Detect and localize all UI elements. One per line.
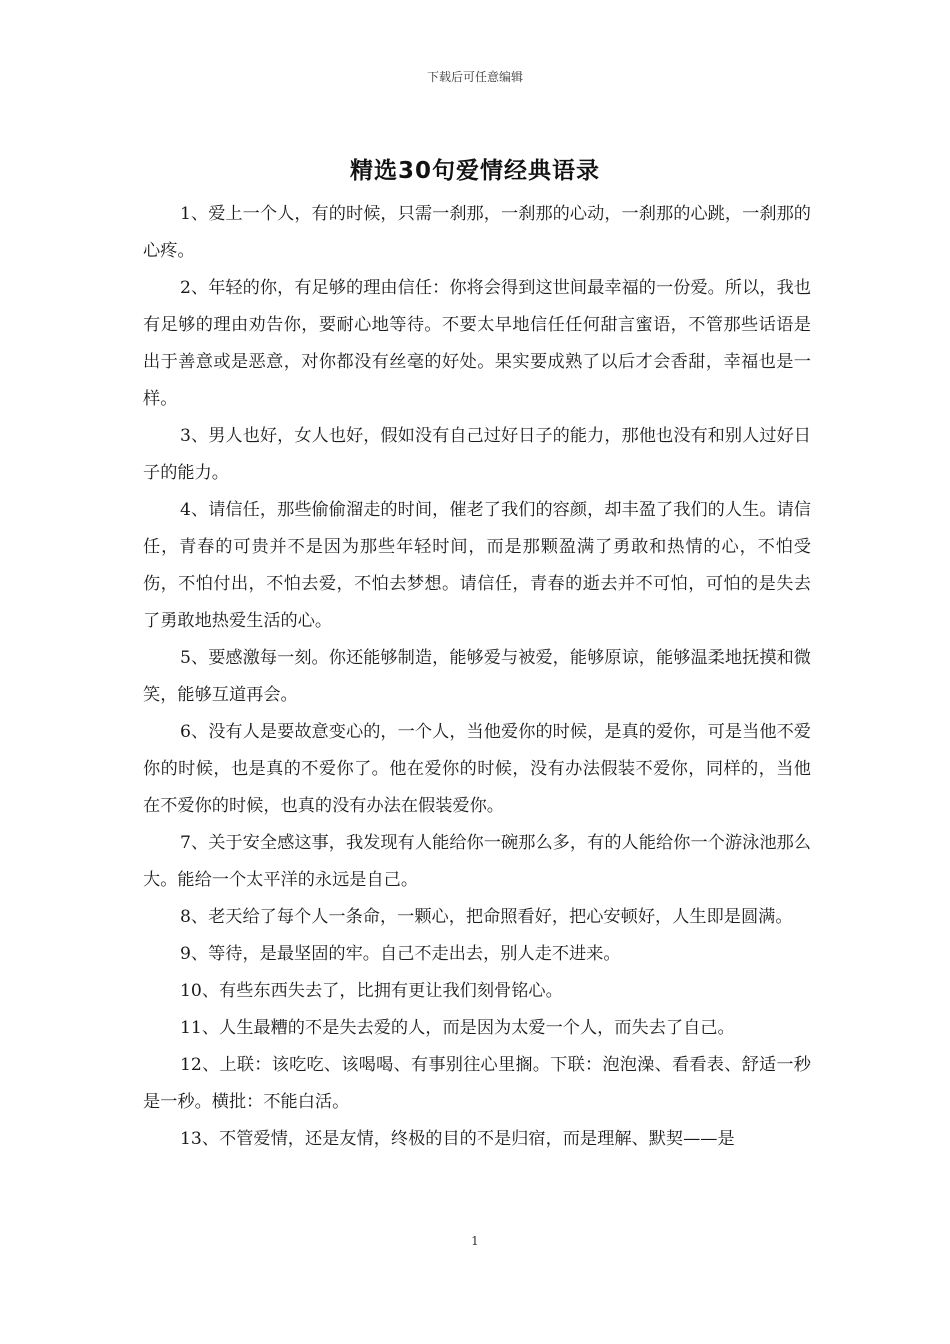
quote-paragraph-3: 3、男人也好，女人也好，假如没有自己过好日子的能力，那他也没有和别人过好日子的能力。: [143, 426, 811, 483]
quote-paragraph-10: 10、有些东西失去了，比拥有更让我们刻骨铭心。: [180, 981, 563, 1001]
quote-paragraph-7: 7、关于安全感这事，我发现有人能给你一碗那么多，有的人能给你一个游泳池那么大。能给一个太平洋的永远是自己。: [143, 833, 811, 890]
header-note: 下载后可任意编辑: [426, 70, 523, 84]
quote-paragraph-5: 5、要感激每一刻。你还能够制造，能够爱与被爱，能够原谅，能够温柔地抚摸和微笑，能够互道再会。: [143, 648, 811, 705]
quote-paragraph-6: 6、没有人是要故意变心的，一个人，当他爱你的时候，是真的爱你，可是当他不爱你的时候，也是真的不爱你了。他在爱你的时候，没有办法假装不爱你，同样的，当他在不爱你的时候，也真的没有办法在假装爱你。: [143, 722, 811, 816]
document-body: [143, 196, 811, 1158]
quote-paragraph-1: 1、爱上一个人，有的时候，只需一刹那，一刹那的心动，一刹那的心跳，一刹那的心疼。: [143, 204, 811, 261]
quote-paragraph-9: 9、等待，是最坚固的牢。自己不走出去，别人走不进来。: [180, 944, 621, 964]
quote-paragraph-4: 4、请信任，那些偷偷溜走的时间，催老了我们的容颜，却丰盈了我们的人生。请信任，青春的可贵并不是因为那些年轻时间，而是那颗盈满了勇敢和热情的心，不怕受伤，不怕付出，不怕去爱，不怕去梦想。请信任，青春的逝去并不可怕，可怕的是失去了勇敢地热爱生活的心。: [143, 500, 811, 631]
document-title: 精选30句爱情经典语录: [349, 158, 600, 184]
quote-paragraph-13: 13、不管爱情，还是友情，终极的目的不是归宿，而是理解、默契——是: [180, 1129, 735, 1149]
quote-paragraph-8: 8、老天给了每个人一条命，一颗心，把命照看好，把心安顿好，人生即是圆满。: [180, 907, 793, 927]
quote-paragraph-12: 12、上联：该吃吃、该喝喝、有事别往心里搁。下联：泡泡澡、看看表、舒适一秒是一秒。横批：不能白活。: [143, 1055, 811, 1112]
quote-paragraph-11: 11、人生最糟的不是失去爱的人，而是因为太爱一个人，而失去了自己。: [180, 1018, 735, 1038]
quote-paragraph-2: 2、年轻的你，有足够的理由信任：你将会得到这世间最幸福的一份爱。所以，我也有足够的理由劝告你，要耐心地等待。不要太早地信任任何甜言蜜语，不管那些话语是出于善意或是恶意，对你都没有丝毫的好处。果实要成熟了以后才会香甜，幸福也是一样。: [143, 278, 811, 409]
page-number: 1: [471, 1234, 479, 1248]
